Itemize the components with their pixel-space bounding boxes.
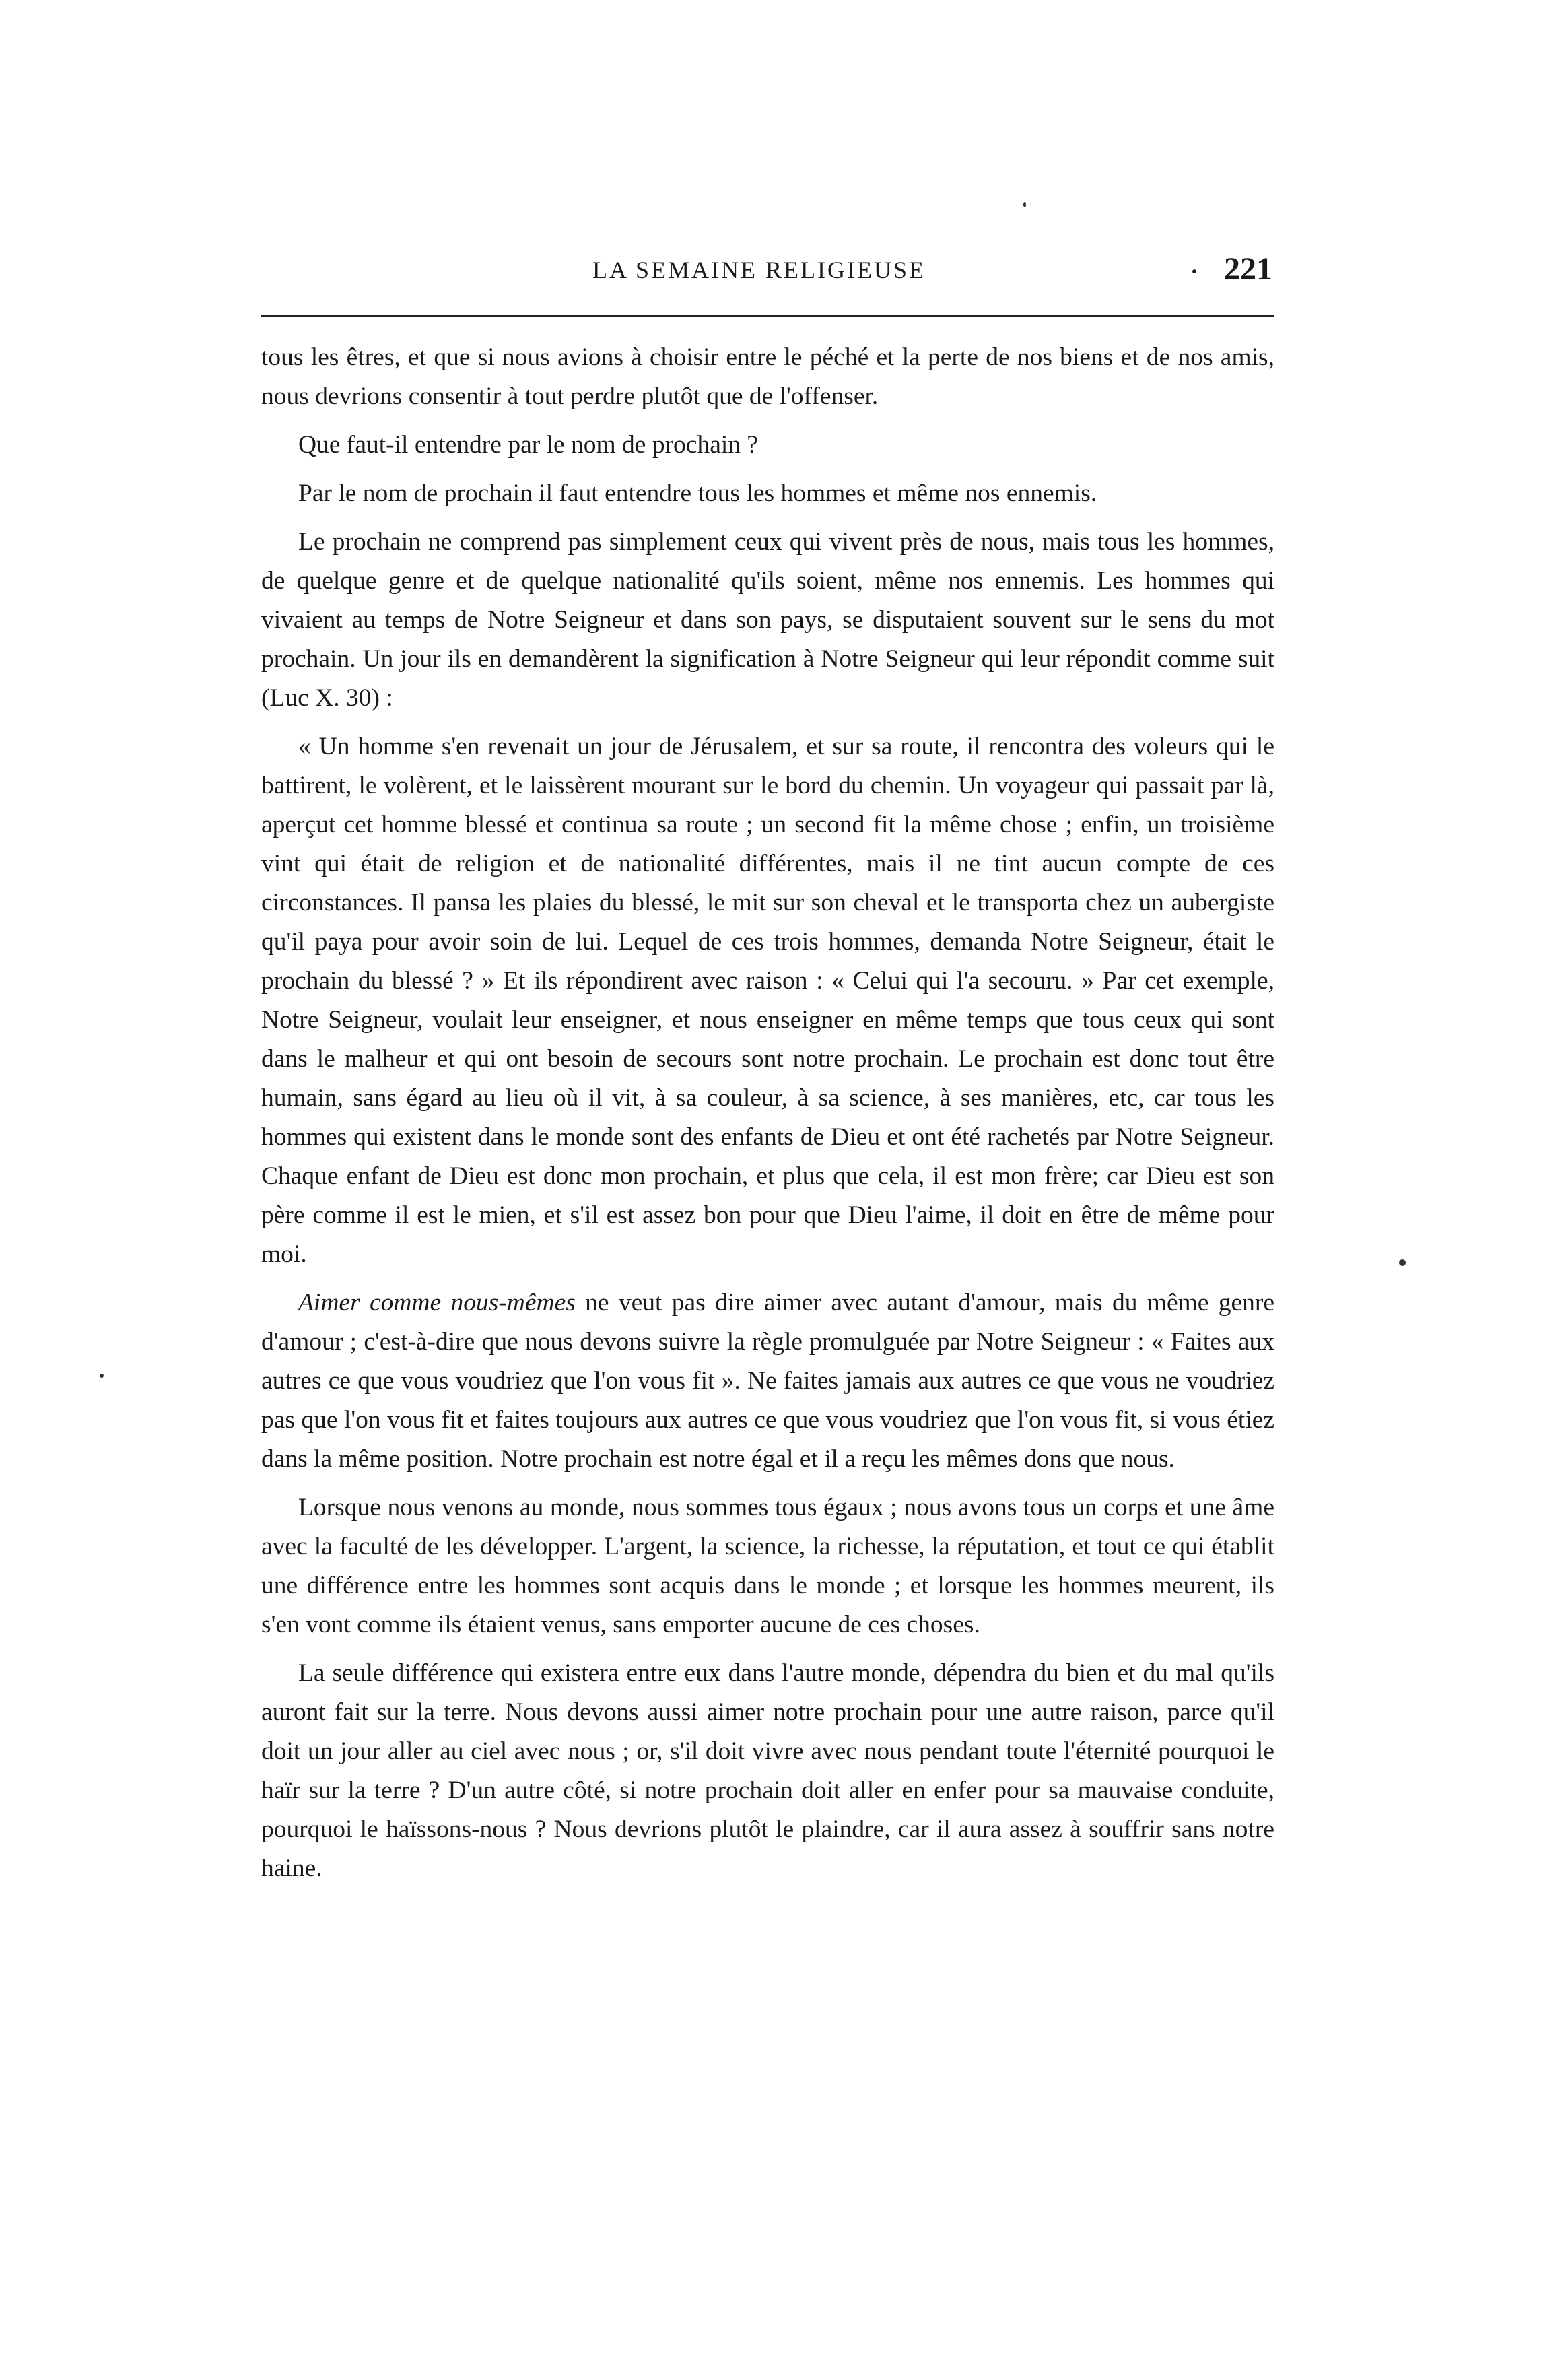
paragraph-aimer bbox=[261, 1284, 1274, 1479]
paragraph-continued: tous les êtres, et que si nous avions à choisir entre le péché et la perte de nos biens et de nos amis, nous devrions consentir à tout perdre plutôt que de l'offenser. bbox=[261, 343, 1274, 410]
paragraph-parable: « Un homme s'en revenait un jour de Jérusalem, et sur sa route, il rencontra des voleurs qui le battirent, le volèrent, et le laissèrent mourant sur le bord du chemin. Un voyageur qui passait par là, aperçut cet homme blessé et continua sa route ; un second fit la même chose ; enfin, un troisième vint qui était de religion et de nationalité différentes, mais il ne tint aucun compte de ces circonstances. Il pansa les plaies du blessé, le mit sur son cheval et le transporta chez un aubergiste qu'il paya pour avoir soin de lui. Lequel de ces trois hommes, demanda Notre Seigneur, était le prochain du blessé ? » Et ils répondirent avec raison : « Celui qui l'a secouru. » Par cet exemple, Notre Seigneur, voulait leur enseigner, et nous enseigner en même temps que tous ceux qui sont dans le malheur et qui ont besoin de secours sont notre prochain. Le prochain est donc tout être humain, sans égard au lieu où il vit, à sa couleur, à sa science, à ses manières, etc, car tous les hommes qui existent dans le monde sont des enfants de Dieu et ont été rachetés par Notre Seigneur. Chaque enfant de Dieu est donc mon prochain, et plus que cela, il est mon frère; car Dieu est son père comme il est le mien, et s'il est assez bon pour que Dieu l'aime, il doit en être de même pour moi. bbox=[261, 733, 1274, 1268]
paragraph-answer: Par le nom de prochain il faut entendre tous les hommes et même nos ennemis. bbox=[298, 479, 1097, 507]
header-separator: · bbox=[1190, 258, 1198, 285]
running-title: LA SEMAINE RELIGIEUSE bbox=[592, 257, 926, 284]
page-number-wrapper bbox=[1190, 251, 1272, 288]
paragraph-aimer-italic: Aimer comme nous-mêmes bbox=[298, 1289, 576, 1317]
running-head bbox=[263, 251, 1272, 291]
body-text bbox=[261, 338, 1274, 1898]
scan-speck bbox=[100, 1374, 104, 1378]
scan-speck bbox=[1023, 202, 1026, 207]
header-rule bbox=[261, 315, 1274, 317]
paragraph-prochain: Le prochain ne comprend pas simplement ceux qui vivent près de nous, mais tous les hommes, de quelque genre et de quelque nationalité qu'ils soient, même nos ennemis. Les hommes qui vivaient au temps de Notre Seigneur et dans son pays, se disputaient souvent sur le sens du mot prochain. Un jour ils en demandèrent la signification à Notre Seigneur qui leur répondit comme suit (Luc X. 30) : bbox=[261, 528, 1274, 712]
paragraph-aimer-rest: ne veut pas dire aimer avec autant d'amour, mais du même genre d'amour ; c'est-à-dire que nous devons suivre la règle promulguée par Notre Seigneur : « Faites aux autres ce que vous voudriez que l'on vous fit ». Ne faites jamais aux autres ce que vous ne voudriez pas que l'on vous fit et faites toujours aux autres ce que vous voudriez que l'on vous fit, si vous étiez dans la même position. Notre prochain est notre égal et il a reçu les mêmes dons que nous. bbox=[261, 1289, 1274, 1473]
paragraph-egaux: Lorsque nous venons au monde, nous sommes tous égaux ; nous avons tous un corps et une âme avec la faculté de les développer. L'argent, la science, la richesse, la réputation, et tout ce qui établit une différence entre les hommes sont acquis dans le monde ; et lorsque les hommes meurent, ils s'en vont comme ils étaient venus, sans emporter aucune de ces choses. bbox=[261, 1494, 1274, 1638]
page-number: 221 bbox=[1224, 251, 1272, 287]
scan-speck bbox=[1399, 1259, 1406, 1266]
paragraph-difference: La seule différence qui existera entre eux dans l'autre monde, dépendra du bien et du mal qu'ils auront fait sur la terre. Nous devons aussi aimer notre prochain pour une autre raison, parce qu'il doit un jour aller au ciel avec nous ; or, s'il doit vivre avec nous pendant toute l'éternité pourquoi le haïr sur la terre ? D'un autre côté, si notre prochain doit aller en enfer pour sa mauvaise conduite, pourquoi le haïssons-nous ? Nous devrions plutôt le plaindre, car il aura assez à souffrir sans notre haine. bbox=[261, 1659, 1274, 1882]
paragraph-question: Que faut-il entendre par le nom de prochain ? bbox=[298, 431, 759, 459]
